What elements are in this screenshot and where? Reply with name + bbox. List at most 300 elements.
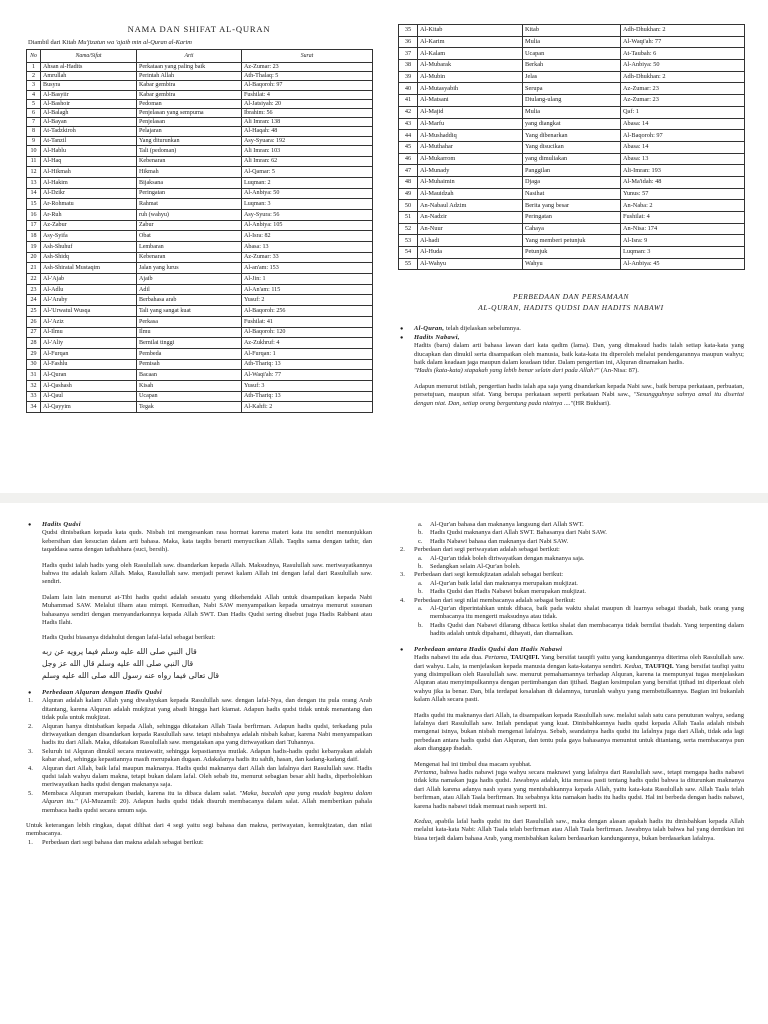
row-number: 49: [399, 188, 418, 200]
row-meaning: Cahaya: [523, 223, 621, 235]
list-item: 5. Membaca Alquran merupakan ibadah, karena itu ia dibaca dalam salat. "Maka, bacalah apa yang mudah bagimu dalam Alquran itu." (Al-Muzamil: 20). Adapun hadis qudsi tidak disuruh membacanya dalam salat. Allah memberikan pahala membaca hadis qudsi secara umum saja.: [28, 789, 372, 814]
row-meaning: Peringatan: [523, 212, 621, 224]
row-name: Al-'Aziz: [41, 316, 137, 327]
row-number: 26: [27, 316, 41, 327]
row-meaning: Perkasa: [137, 316, 242, 327]
names-table-left-body: [27, 63, 373, 413]
list-item: 2. Alquran hanya dinisbatkan kepada Allah, sehingga dikatakan Allah Taala berfirman. Adapun hadis qudsi, terkadang pula diriwayatkan dengan disandarkan kepada Rasulullah saw. tetapi nisbahnya adalah nisbah kabar, karena Nabi menyampaikan hadis itu dari Allah. Maka, dikatakan Rasulullah saw. mengatakan apa yang diriwayatkan dari Tuhannya.: [28, 722, 372, 747]
section-title: PERBEDAAN DAN PERSAMAAN AL-QURAN, HADITS QUDSI DAN HADITS NABAWI: [478, 292, 664, 313]
table-row: [27, 316, 373, 327]
table-row: [399, 60, 745, 72]
row-surah: Az-Zumar: 33: [242, 252, 373, 263]
table-row: [27, 327, 373, 338]
row-surah: Al-Ma'idah: 48: [621, 176, 745, 188]
row-name: Al-Marfu: [418, 118, 523, 130]
row-number: 14: [27, 188, 41, 199]
table-row: [399, 106, 745, 118]
row-surah: Al-Qamar: 5: [242, 167, 373, 178]
row-number: 41: [399, 95, 418, 107]
row-number: 31: [27, 370, 41, 381]
table-row: [399, 141, 745, 153]
row-name: Al-'Aliy: [41, 338, 137, 349]
row-surah: Fushilat: 4: [621, 212, 745, 224]
list-kemukjizatan: [398, 571, 744, 579]
row-surah: Al-an'am: 153: [242, 263, 373, 274]
row-meaning: Perkataan yang paling baik: [137, 63, 242, 72]
table-row: [399, 153, 745, 165]
table-row: [27, 220, 373, 231]
row-meaning: yang dimuliakan: [523, 153, 621, 165]
list-item: a. Al-Qur'an baik lafal dan maknanya merupakan mukjizat.: [418, 579, 578, 587]
table-row: [399, 223, 745, 235]
row-number: 16: [27, 209, 41, 220]
row-number: 44: [399, 130, 418, 142]
row-meaning: Petunjuk: [523, 247, 621, 259]
paragraph-nabawi-1: Hadis nabawi itu ada dua. Pertama, TAUQIFI. Yang bersifat tauqifi yaitu yang kandungannya diterima oleh Rasulullah saw. dari wahyu. Lalu, ia menjelaskan kepada manusia dengan kata-katanya sendiri. Kedua, TAUFIQI. Yang bersifat taufiqi yaitu yang disimpulkan oleh Rasulullah saw. menurut pemahamannya terhadap Alquran, karena ia mempunyai tugas menjelaskan Alquran atau menyimpulkannya dengan pertimbangan dan ijtihad. Bagian kesimpulan yang bersifat ijtihad ini diperkuat oleh wahyu jika ia benar. Dan, bila terdapat kesalahan di dalamnya, turunlah wahyu yang membetulkannya. Bagian ini bukanlah kalam Allah secara pasti.: [414, 654, 745, 704]
row-meaning: Kitab: [523, 25, 621, 37]
row-surah: Ibrahim: 56: [242, 109, 373, 118]
row-meaning: Tali yang sangat kuat: [137, 306, 242, 317]
row-number: 9: [27, 136, 41, 145]
row-surah: An-Naba: 2: [621, 200, 745, 212]
row-name: An-Nabaul Adzim: [418, 200, 523, 212]
row-number: 39: [399, 71, 418, 83]
list-item: b. Sedangkan selain Al-Qur'an boleh.: [418, 563, 521, 571]
row-surah: Al-Isra: 82: [242, 231, 373, 242]
table-row: [399, 95, 745, 107]
row-meaning: Ucapan: [137, 391, 242, 402]
row-meaning: Perintah Allah: [137, 72, 242, 81]
row-name: Al-hadi: [418, 235, 523, 247]
sublist-kemukjizatan: [398, 580, 744, 597]
row-surah: Al-Waqi'ah: 77: [621, 36, 745, 48]
row-surah: Az-Zumar: 23: [621, 95, 745, 107]
row-name: Ash-Shuhuf: [41, 242, 137, 253]
row-number: 43: [399, 118, 418, 130]
row-surah: Al-Jin: 1: [242, 274, 373, 285]
row-number: 42: [399, 106, 418, 118]
bullet-alquran: ● Al-Quran, telah dijelaskan sebelumnya.: [398, 325, 744, 333]
table-row: [27, 99, 373, 108]
row-number: 4: [27, 90, 41, 99]
row-meaning: Bacaan: [137, 370, 242, 381]
table-row: [27, 274, 373, 285]
row-surah: Yusuf: 3: [242, 380, 373, 391]
list-item: a. Al-Qur'an diperintahkan untuk dibaca, baik pada waktu shalat maupun di luarnya sebagai ibadah, baik orang yang membacanya itu mengerti maksudnya atau tidak.: [418, 605, 744, 621]
row-meaning: Yang disucikan: [523, 141, 621, 153]
names-table-section: [26, 22, 372, 413]
row-name: Al-Qashash: [41, 380, 137, 391]
row-meaning: Peringatan: [137, 188, 242, 199]
row-meaning: Ilmu: [137, 327, 242, 338]
row-surah: Asy-Syuara: 192: [242, 136, 373, 145]
row-surah: Al-Isra: 9: [621, 235, 745, 247]
row-surah: Yusuf: 2: [242, 295, 373, 306]
row-name: Busyra: [41, 81, 137, 90]
row-surah: Al-An'am: 115: [242, 284, 373, 295]
row-number: 27: [27, 327, 41, 338]
row-meaning: Nasihat: [523, 188, 621, 200]
paragraph-nabawi-3: Mengenai hal ini timbul dua macam syubhat.: [414, 760, 532, 768]
perbedaan-section: [398, 521, 744, 843]
row-meaning: Kisah: [137, 380, 242, 391]
row-surah: Abasa: 13: [621, 153, 745, 165]
table-row: [399, 36, 745, 48]
row-name: Al-Karim: [418, 36, 523, 48]
row-surah: Al-Jatsiyah: 20: [242, 99, 373, 108]
row-surah: Asy-Syura: 56: [242, 209, 373, 220]
table-row: [27, 81, 373, 90]
row-number: 15: [27, 199, 41, 210]
paragraph-qudsi-2: Hadis qudsi ialah hadis yang oleh Rasulullah saw. disandarkan kepada Allah. Maksudnya, Rasulullah saw. meriwayatkannya bahwa itu adalah kalam Allah. Maka, Rasulullah saw. menjadi perawi kalam Allah ini dengan lafal dari Rasulullah saw. sendiri.: [42, 561, 372, 586]
row-surah: Ath-Thariq: 13: [242, 391, 373, 402]
table-row: [27, 252, 373, 263]
table-row: [27, 348, 373, 359]
row-name: Ash-Shiratal Mustaqim: [41, 263, 137, 274]
row-surah: Ali Imran: 103: [242, 145, 373, 156]
row-name: Asy-Syifa: [41, 231, 137, 242]
row-number: 28: [27, 338, 41, 349]
row-meaning: Mulia: [523, 36, 621, 48]
row-name: Al-Matsani: [418, 95, 523, 107]
difference-list: [26, 697, 372, 815]
row-number: 54: [399, 247, 418, 259]
row-surah: Al-Anbiya: 50: [242, 188, 373, 199]
row-meaning: Panggilan: [523, 165, 621, 177]
table-row: [27, 136, 373, 145]
row-number: 36: [399, 36, 418, 48]
paragraph-qudsi-4: Hadis Qudsi biasanya didahului dengan lafal-lafal sebagai berikut:: [42, 634, 216, 642]
row-surah: Al-Haqah: 48: [242, 127, 373, 136]
row-meaning: Djaga: [523, 176, 621, 188]
row-surah: An-Nisa: 174: [621, 223, 745, 235]
list-item: 2. Perbedaan dari segi periwayatan adalah sebagai berikut:: [400, 546, 560, 554]
table-row: [27, 263, 373, 274]
table-row: [27, 188, 373, 199]
row-name: Al-Wahyu: [418, 258, 523, 270]
row-number: 48: [399, 176, 418, 188]
paragraph-qudsi-1: Qudsi dinisbatkan kepada kata quds. Nisbah ini mengesankan rasa hormat karena materi kata itu sendiri menunjukkan kebersihan dan kesucian dalam arti bahasa. Maka, kata taqdis berarti menyucikan Allah. Taqdis sama dengan tathir, dan taqaddasa sama dengan tathahhara (suci, bersih).: [42, 529, 372, 554]
row-number: 2: [27, 72, 41, 81]
list-item: 4. Alquran dari Allah, baik lafal maupun maknanya. Hadis qudsi maknanya dari Allah dan lafalnya dari Rasulullah saw. Hadis qudsi ialah wahyu dalam makna, tetapi bukan dalam lafal. Oleh sebab itu, menurut sebagian besar ahli hadis, diperbolehkan meriwayatkan hadis qudsi dengan maknanya saja.: [28, 764, 372, 789]
row-number: 6: [27, 109, 41, 118]
row-number: 30: [27, 359, 41, 370]
row-meaning: Tali (pedoman): [137, 145, 242, 156]
summary-list: [26, 839, 372, 847]
row-number: 20: [27, 252, 41, 263]
list-item: a. Al-Qur'an tidak boleh diriwayatkan dengan maknanya saja.: [418, 554, 585, 562]
row-name: Al-Mubin: [418, 71, 523, 83]
row-surah: Qaf: 1: [621, 106, 745, 118]
table-row: [399, 200, 745, 212]
row-name: Al-Qayyim: [41, 402, 137, 413]
row-surah: Al-Baqoroh: 120: [242, 327, 373, 338]
row-name: Al-Mukarrom: [418, 153, 523, 165]
row-meaning: ruh (wahyu): [137, 209, 242, 220]
row-name: Al-Kitab: [418, 25, 523, 37]
row-name: Ahsan al-Hadits: [41, 63, 137, 72]
row-surah: Al-Furqan: 1: [242, 348, 373, 359]
row-name: Al-Majid: [418, 106, 523, 118]
row-surah: Al-Anbiya: 50: [621, 60, 745, 72]
names-table-left: [26, 49, 373, 413]
row-name: Az-Zabur: [41, 220, 137, 231]
row-meaning: Pembeda: [137, 348, 242, 359]
row-name: Ash-Shidq: [41, 252, 137, 263]
row-name: Al-Dzikr: [41, 188, 137, 199]
row-meaning: Berita yang besar: [523, 200, 621, 212]
row-number: 21: [27, 263, 41, 274]
sublist-nilai-membaca: [398, 605, 744, 639]
row-name: Al-Mushaddiq: [418, 130, 523, 142]
list-item: c. Hadis Nabawi bahasa dan maknanya dari Nabi SAW.: [418, 537, 569, 545]
row-number: 33: [27, 391, 41, 402]
table-row: [27, 359, 373, 370]
table-row: [399, 212, 745, 224]
row-surah: Abasa: 14: [621, 118, 745, 130]
table-row: [27, 63, 373, 72]
bullet-qudsi-vs-nabawi: ● Perbedaan antara Hadis Qudsi dan Hadis Nabawi: [398, 646, 744, 654]
row-name: Al-Kalam: [418, 48, 523, 60]
list-periwayatan: [398, 546, 744, 554]
row-surah: Adh-Dhukhan: 2: [621, 71, 745, 83]
row-name: Al-Munady: [418, 165, 523, 177]
row-name: Al-'Araby: [41, 295, 137, 306]
list-item: 1. Perbedaan dari segi bahasa dan makna adalah sebagai berikut:: [28, 838, 204, 846]
row-meaning: Kabar gembira: [137, 90, 242, 99]
header-meaning: Arti: [137, 50, 242, 63]
row-name: Al-Hikmah: [41, 167, 137, 178]
row-surah: Ath-Thalaq: 5: [242, 72, 373, 81]
row-surah: Al-Kahfi: 2: [242, 402, 373, 413]
row-name: Al-Bashoir: [41, 99, 137, 108]
row-number: 50: [399, 200, 418, 212]
row-surah: Abasa: 14: [621, 141, 745, 153]
row-meaning: Pelajaran: [137, 127, 242, 136]
paragraph-qudsi-3: Dalam lain lain menurut at-Tibi hadis qudsi adalah sesuatu yang dikehendaki Allah untuk disampaikan kepada Nabi Muhammad SAW. Melalui ilham atau mimpi. Kemudian, Nabi SAW menyampaikan kepada umatnya menurut susunan bahasanya sendiri dengan menyandarkannya kepada Allah SWT. Dan Hadis Qudsi sering disebut juga Hadis Rabbani atau Hadis Ilahi.: [42, 593, 372, 627]
row-name: Al-'Ajab: [41, 274, 137, 285]
row-meaning: Kebenaran: [137, 252, 242, 263]
row-name: Al-Adlu: [41, 284, 137, 295]
row-number: 3: [27, 81, 41, 90]
table-row: [27, 145, 373, 156]
list-item: 1. Alquran adalah kalam Allah yang diwahyukan kepada Rasulullah saw. dengan lafal-Nya, dan dengan itu pula orang Arab ditantang, karena Alquran adalah mukjizat yang abadi hingga hari kiamat. Adapun hadis qudsi tidak untuk menantang dan tidak pula untuk mukjizat.: [28, 697, 372, 722]
table-header-row: [27, 50, 373, 63]
row-surah: Al-Anbiya: 105: [242, 220, 373, 231]
row-surah: Luqman: 2: [242, 177, 373, 188]
row-name: Al-Qaul: [41, 391, 137, 402]
row-number: 23: [27, 284, 41, 295]
row-number: 7: [27, 118, 41, 127]
row-meaning: Penjelasan yang sempurna: [137, 109, 242, 118]
arabic-phrase-3: قال تعالى فيما رواه عنه رسول الله صلى الله عليه وسلم: [42, 670, 220, 680]
row-name: Al-Muhaimin: [418, 176, 523, 188]
list-item: a. Al-Qur'an bahasa dan maknanya langsung dari Allah SWT.: [418, 521, 584, 528]
row-name: At-Tanzil: [41, 136, 137, 145]
table-row: [27, 127, 373, 136]
row-surah: Al-Waqi'ah: 77: [242, 370, 373, 381]
table-row: [399, 130, 745, 142]
table-row: [399, 25, 745, 37]
names-table-right-body: [399, 25, 745, 270]
row-number: 37: [399, 48, 418, 60]
row-number: 22: [27, 274, 41, 285]
table-row: [27, 391, 373, 402]
row-surah: Ali Imran: 138: [242, 118, 373, 127]
row-meaning: Kebenaran: [137, 156, 242, 167]
table-row: [399, 235, 745, 247]
row-number: 25: [27, 306, 41, 317]
row-meaning: Ajaib: [137, 274, 242, 285]
row-surah: Az-Zumar: 23: [242, 63, 373, 72]
row-number: 18: [27, 231, 41, 242]
list-item: b. Hadis Qudsi maknanya dari Allah SWT. Bahasanya dari Nabi SAW.: [418, 529, 607, 537]
row-name: Al-'Urwatul Wusqa: [41, 306, 137, 317]
table-row: [27, 242, 373, 253]
paragraph-hadits-definition: Hadits (baru) dalam arti bahasa lawan dari kata qadim (lama). Dan, yang dimaksud hadis ialah setiap kata-kata yang diucapkan dan dinukil serta disampaikan oleh manusia, baik kata-kata itu diperoleh melalui pendengarannya maupun wahyu; baik dalam keadaan jaga maupun dalam keadaan tidur. Dalam pengertian ini, Alquran dinamakan hadis. "Hadis (kata-kata) siapakah yang lebih benar selain dari pada Allah?" (An-Nisa: 87).: [414, 342, 744, 375]
list-nilai-membaca: [398, 597, 744, 605]
row-meaning: Zabur: [137, 220, 242, 231]
names-table-right: [398, 24, 745, 270]
row-surah: Al-Baqoroh: 97: [242, 81, 373, 90]
table-row: [399, 83, 745, 95]
row-name: Al-Muthahar: [418, 141, 523, 153]
row-surah: Abasa: 13: [242, 242, 373, 253]
row-number: 17: [27, 220, 41, 231]
bullet-hadits-nabawi: ● Hadits Nabawi,: [398, 334, 744, 342]
table-row: [27, 284, 373, 295]
row-name: Amrullah: [41, 72, 137, 81]
table-row: [27, 156, 373, 167]
row-number: 47: [399, 165, 418, 177]
row-surah: Ath-Thariq: 13: [242, 359, 373, 370]
table-row: [27, 306, 373, 317]
row-number: 1: [27, 63, 41, 72]
paragraph-nabawi-5: Kedua, apabila lafal hadis qudsi itu dari Rasulullah saw., maka dengan alasan apakah hadis itu dinisbahkan kepada Allah melalui kata-kata Nabi: Allah Taala telah berfirman atau Allah Taala berfirman. Jawabnya ialah bahwa hal yang demikian ini biasa terjadi dalam bahasa Arab, yang menisbahkan kalam berdasarkan kandungannya, bukan berdasarkan lafalnya.: [414, 818, 744, 842]
table-row: [399, 247, 745, 259]
row-meaning: Wahyu: [523, 258, 621, 270]
table-row: [399, 48, 745, 60]
row-number: 35: [399, 25, 418, 37]
document-title: NAMA DAN SHIFAT AL-QURAN: [127, 24, 271, 34]
table-row: [399, 176, 745, 188]
row-name: Ar-Ruh: [41, 209, 137, 220]
row-meaning: Tegak: [137, 402, 242, 413]
paragraph-nabawi-4: Pertama, bahwa hadis nabawi juga wahyu secara maknawi yang lafalnya dari Rasulullah saw., tetapi mengapa hadis nabawi tidak kita namakan juga hadis qudsi. Jawabnya adalah, kita merasa pasti tentang hadis qudsi bahwa ia diturunkan maknanya dari Allah karena adanya nash syara yang menisbahkannya kepada Allah, yaitu kata-kata Rasulullah saw. Allah Taala telah berfirman, atau Allah Taala berfirman. Itu sebabnya kita namakan hadis itu hadis qudsi. Hal ini berbeda dengan hadis nabawi, karena hadis nabawi tidak memuat nash seperti ini.: [414, 768, 744, 810]
row-meaning: Yang memberi petunjuk: [523, 235, 621, 247]
table-row: [27, 72, 373, 81]
paragraph-summary: Untuk keterangan lebih ringkas, dapat dilihat dari 4 segi yaitu segi bahasa dan makna, periwayatan, kemukjizatan, dan nilai membacanya.: [26, 821, 372, 838]
row-meaning: Kabar gembira: [137, 81, 242, 90]
row-name: Al-Bayan: [41, 118, 137, 127]
row-meaning: Diulang-ulang: [523, 95, 621, 107]
row-surah: Ali-Imran: 193: [621, 165, 745, 177]
table-row: [27, 380, 373, 391]
header-name: Nama/Sifat: [41, 50, 137, 63]
row-meaning: Rahmat: [137, 199, 242, 210]
row-number: 13: [27, 177, 41, 188]
table-row: [399, 118, 745, 130]
row-number: 11: [27, 156, 41, 167]
arabic-phrase-1: قال النبي صلى الله عليه وسلم فيما يرويه عن ربه: [42, 646, 197, 656]
row-name: At-Tadzkiroh: [41, 127, 137, 136]
row-number: 52: [399, 223, 418, 235]
row-meaning: Berkah: [523, 60, 621, 72]
row-meaning: Lembaran: [137, 242, 242, 253]
row-number: 53: [399, 235, 418, 247]
table-row: [27, 295, 373, 306]
row-meaning: Hikmah: [137, 167, 242, 178]
sublist-bahasa: [398, 521, 744, 546]
row-meaning: Jalan yang lurus: [137, 263, 242, 274]
row-number: 8: [27, 127, 41, 136]
row-name: Al-Ilmu: [41, 327, 137, 338]
row-meaning: Pedoman: [137, 99, 242, 108]
table-row: [399, 71, 745, 83]
row-surah: Luqman: 3: [621, 247, 745, 259]
row-surah: Al-Baqoroh: 97: [621, 130, 745, 142]
row-meaning: Yang diturunkan: [137, 136, 242, 145]
list-item: 4. Perbedaan dari segi nilai membacanya adalah sebagai berikut:: [400, 596, 576, 604]
table-row: [27, 118, 373, 127]
table-row: [27, 167, 373, 178]
row-surah: Luqman: 3: [242, 199, 373, 210]
row-name: Al-Furqan: [41, 348, 137, 359]
row-meaning: Berbahasa arab: [137, 295, 242, 306]
row-number: 24: [27, 295, 41, 306]
row-number: 45: [399, 141, 418, 153]
table-row: [27, 209, 373, 220]
row-name: Al-Haq: [41, 156, 137, 167]
hadits-qudsi-section: [26, 521, 372, 847]
bullet-hadits-qudsi: ● Hadits Qudsi: [26, 521, 372, 529]
row-name: Al-Huda: [418, 247, 523, 259]
row-name: Ar-Rohmatu: [41, 199, 137, 210]
row-name: Al-Quran: [41, 370, 137, 381]
row-meaning: Penjelasan: [137, 118, 242, 127]
table-row: [399, 258, 745, 270]
row-number: 51: [399, 212, 418, 224]
source-note: Diambil dari Kitab Mu'jizatun wa 'ajaib min al-Quran al-Karim: [28, 39, 192, 46]
table-row: [27, 338, 373, 349]
list-item: 3. Seluruh isi Alquran dinukil secara mutawatir, sehingga kepastiannya mutlak. Adapun hadis-hadis qudsi kebanyakan adalah kabar ahad, sehingga kepastiannya masih merupakan dugaan. Adakalanya hadis itu sahih, hasan, dan kadang-kadang daif.: [28, 747, 372, 764]
row-meaning: Yang dibenarkan: [523, 130, 621, 142]
list-item: b. Hadis Qudsi dan Hadis Nabawi bukan merupakan mukjizat.: [418, 588, 586, 596]
row-name: Al-Mubarak: [418, 60, 523, 72]
row-meaning: Ucapan: [523, 48, 621, 60]
row-meaning: Serupa: [523, 83, 621, 95]
row-name: Al-Mauidzah: [418, 188, 523, 200]
row-name: Al-Mutasyabih: [418, 83, 523, 95]
row-number: 46: [399, 153, 418, 165]
row-name: An-Nuur: [418, 223, 523, 235]
row-number: 38: [399, 60, 418, 72]
table-row: [27, 90, 373, 99]
row-number: 12: [27, 167, 41, 178]
row-name: Al-Balagh: [41, 109, 137, 118]
row-name: Al-Hablu: [41, 145, 137, 156]
row-number: 5: [27, 99, 41, 108]
row-meaning: Mulia: [523, 106, 621, 118]
row-number: 55: [399, 258, 418, 270]
row-number: 40: [399, 83, 418, 95]
row-number: 32: [27, 380, 41, 391]
table-row: [27, 370, 373, 381]
row-name: Al-Fashlu: [41, 359, 137, 370]
table-row: [27, 402, 373, 413]
row-surah: Al-Baqoroh: 256: [242, 306, 373, 317]
row-name: Al-Basyiir: [41, 90, 137, 99]
